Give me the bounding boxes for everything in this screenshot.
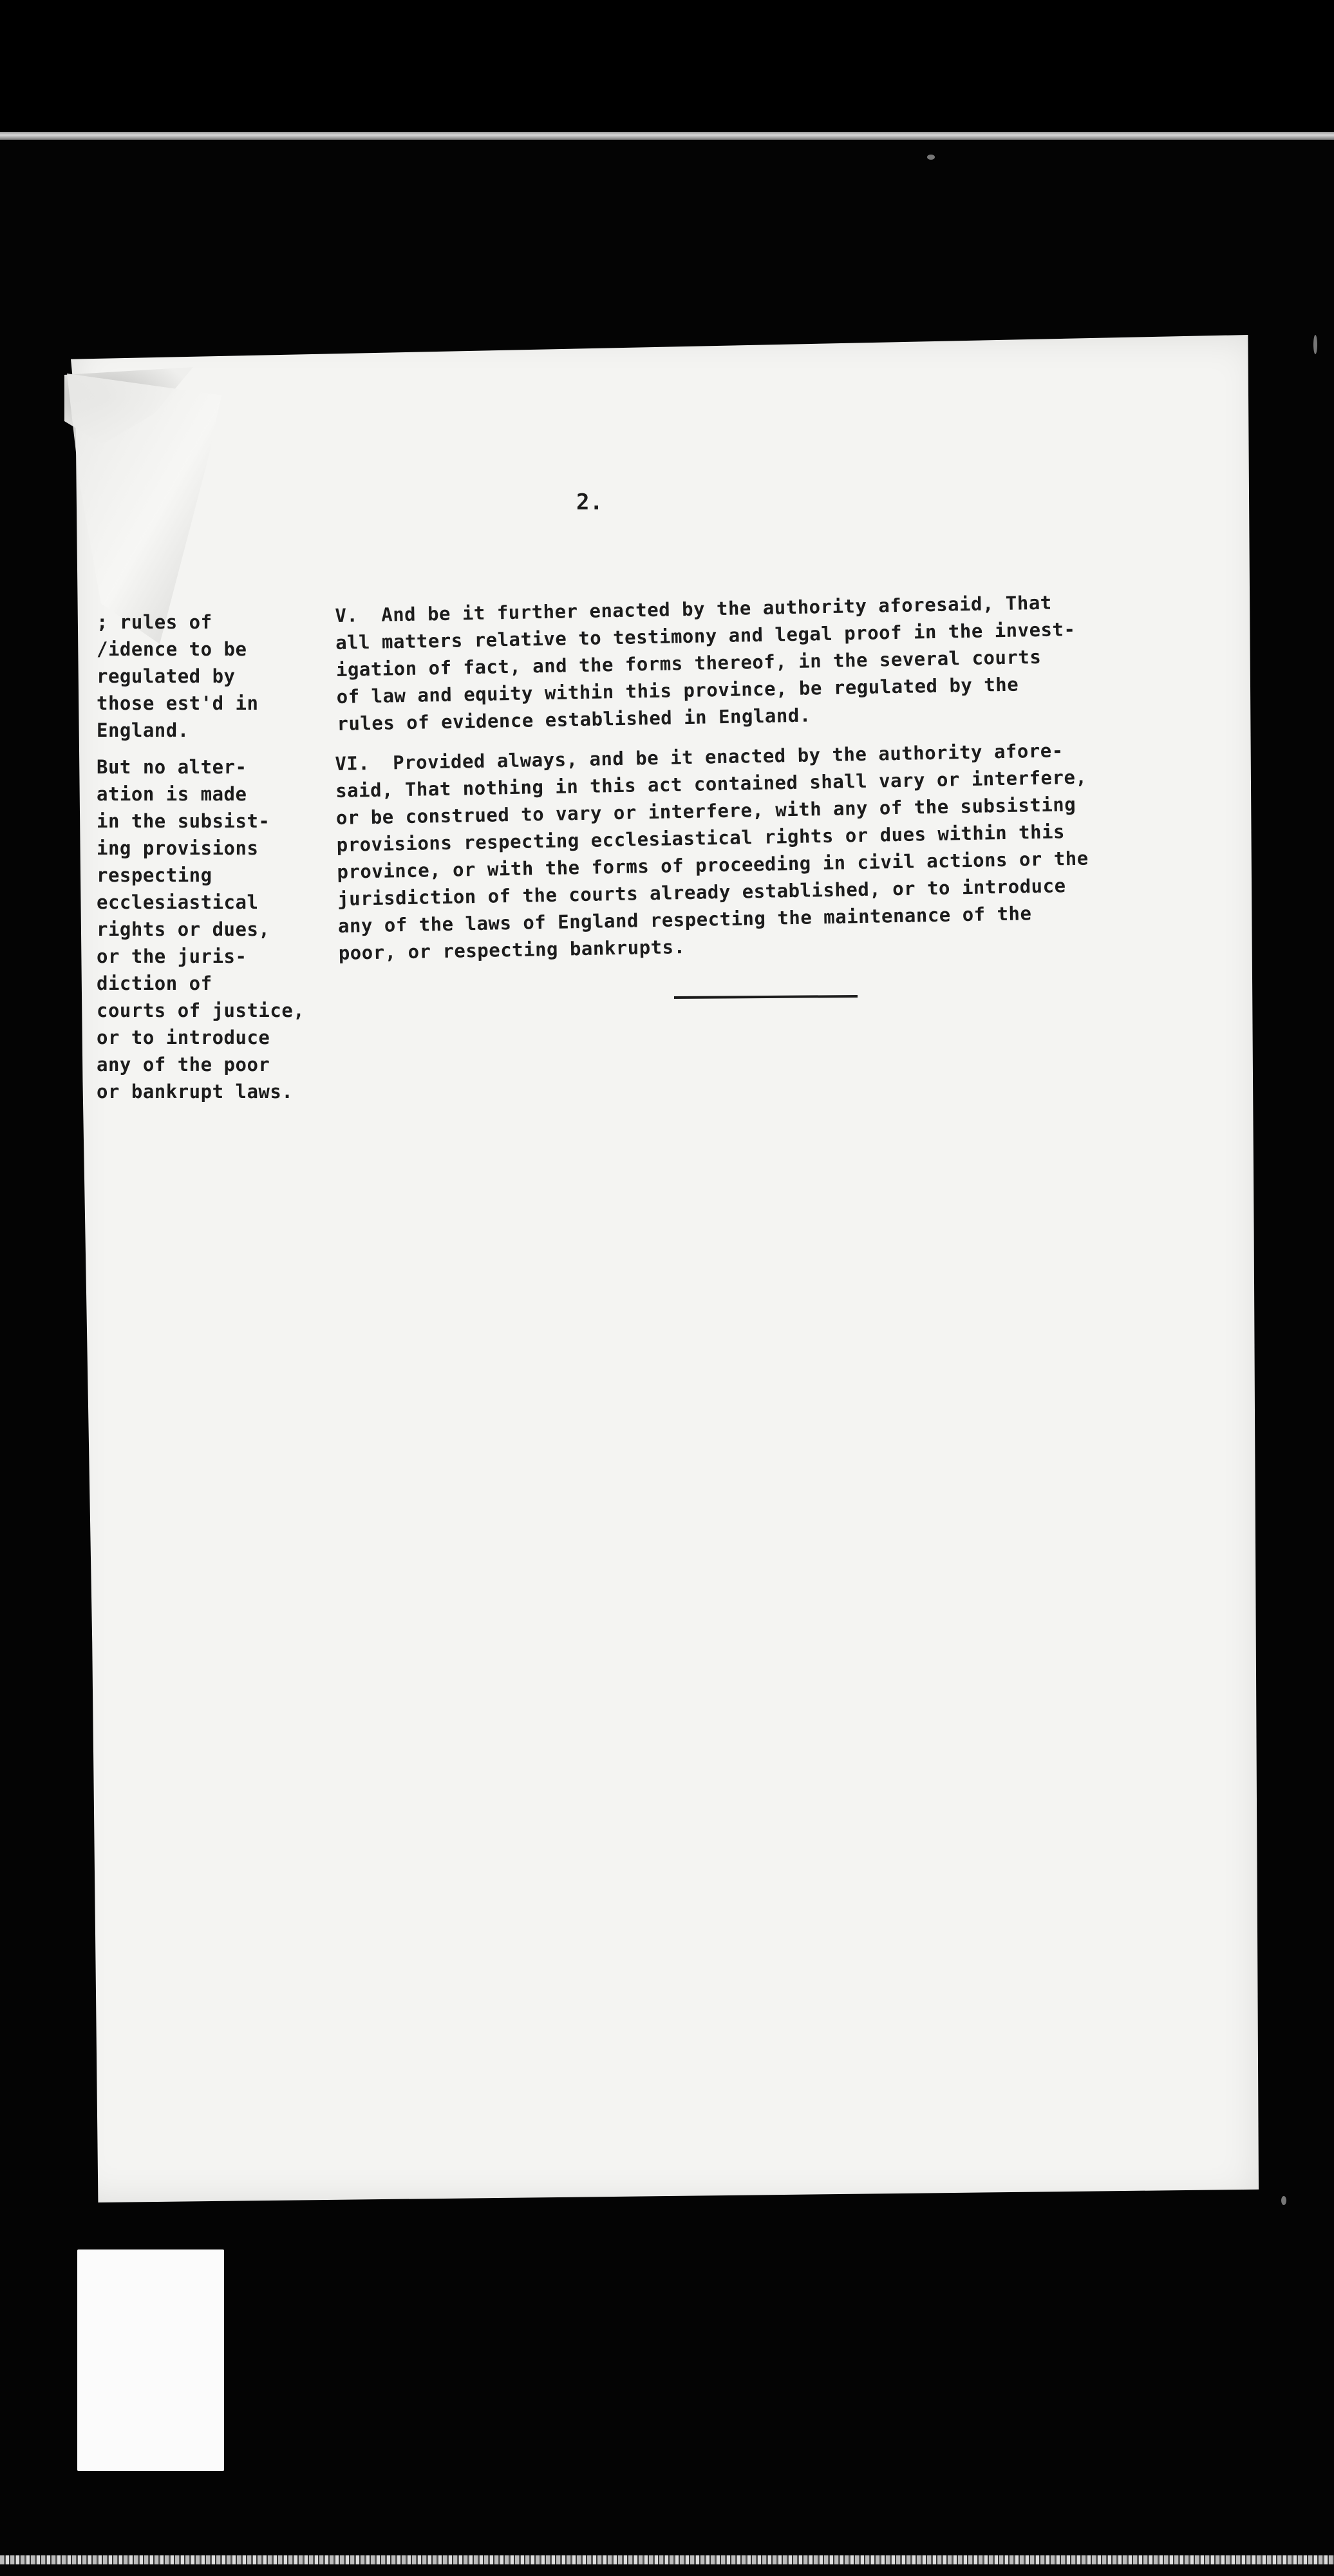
- film-edge-top: [0, 132, 1334, 140]
- film-top-border: [0, 0, 1334, 132]
- margin-note-rules-of-evidence: ; rules of /idence to be regulated by those est'd in England.: [97, 611, 259, 741]
- dust-speck: [1313, 335, 1317, 354]
- dust-speck: [1281, 2196, 1286, 2205]
- film-edge-bottom: [0, 2555, 1334, 2564]
- film-target-tab: [77, 2249, 224, 2471]
- page-number: 2.: [576, 489, 603, 515]
- section-vi-paragraph: VI. Provided always, and be it enacted by the authority afore- said, That nothing in this act contained shall vary or interfere, or be construed to vary or interfere, with any of the subsisting provisions respecting ecclesiastical rights or dues within this province, or with the forms of proceeding in civil actions or the jurisdiction of the courts already established, or to introduce any of the laws of England respecting the maintenance of the poor, or respecting bankrupts.: [335, 739, 1089, 964]
- dust-speck: [927, 155, 935, 160]
- section-v-paragraph: V. And be it further enacted by the authority aforesaid, That all matters relative to testimony and legal proof in the invest- igation of fact, and the forms thereof, in the several courts of law and equity within this province, be regulated by the rules of evidence established in England.: [335, 591, 1076, 735]
- margin-note-no-alteration: But no alter- ation is made in the subsist- ing provisions respecting ecclesiastical rights or dues, or the juris- diction of courts of justice, or to introduce any of the poor or bankrupt laws.: [97, 756, 305, 1103]
